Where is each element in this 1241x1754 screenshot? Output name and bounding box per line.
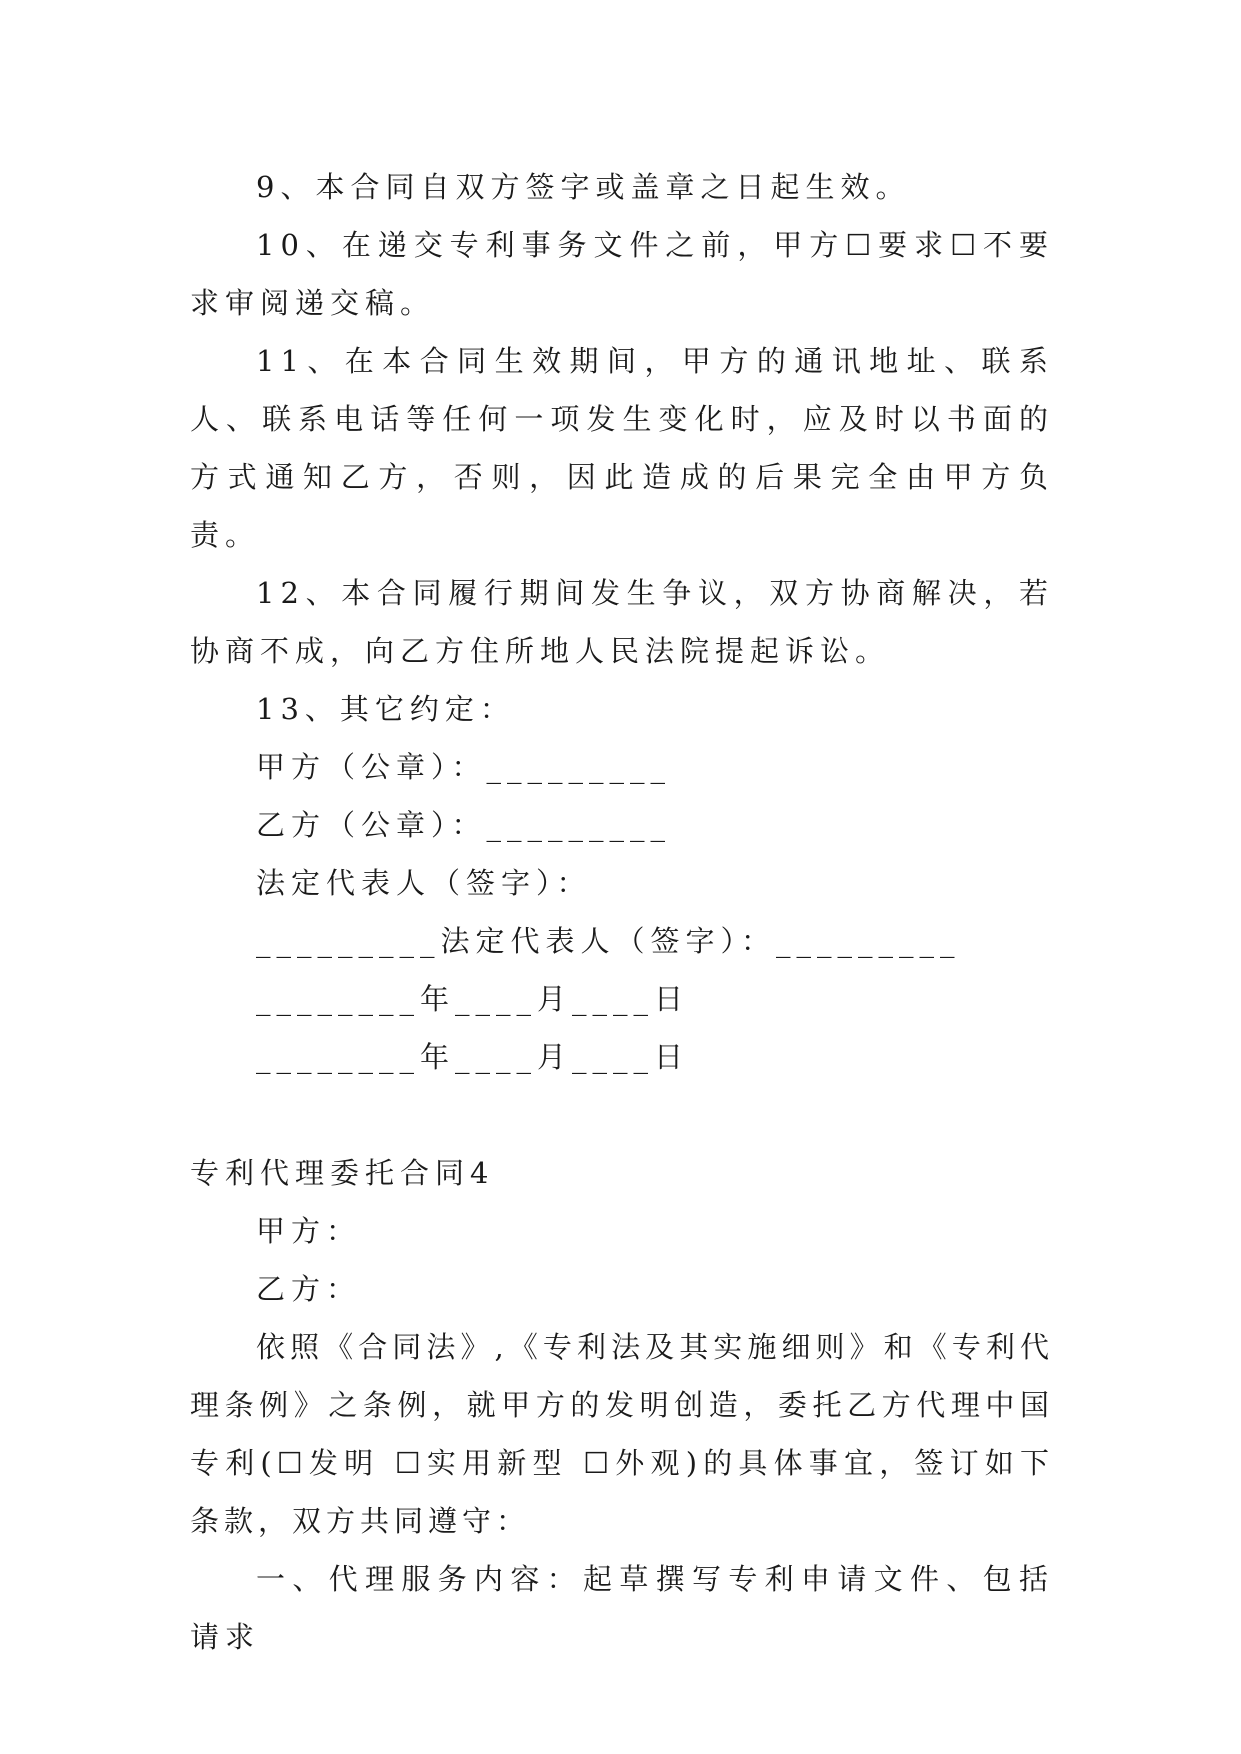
clause-11: 11、在本合同生效期间，甲方的通讯地址、联系人、联系电话等任何一项发生变化时，应及时以书面的方式通知乙方，否则，因此造成的后果完全由甲方负责。 xyxy=(190,344,1054,552)
item-1-service-content: 一、代理服务内容：起草撰写专利申请文件、包括请求 xyxy=(190,1562,1054,1654)
signature-legal-rep-b: _________法定代表人（签字）：_________ xyxy=(256,924,961,958)
clause-13: 13、其它约定： xyxy=(256,692,515,726)
signature-legal-rep-a: 法定代表人（签字）： xyxy=(256,866,592,900)
party-a-label: 甲方： xyxy=(256,1214,362,1248)
clause-9: 9、本合同自双方签字或盖章之日起生效。 xyxy=(256,170,911,204)
signature-party-b-seal: 乙方（公章）：_________ xyxy=(256,808,672,842)
signature-date-a: ________年____月____日 xyxy=(256,982,690,1016)
document-body xyxy=(190,158,1054,1666)
section-gap xyxy=(190,1086,1054,1144)
signature-date-b: ________年____月____日 xyxy=(256,1040,690,1074)
clause-12: 12、本合同履行期间发生争议，双方协商解决，若协商不成，向乙方住所地人民法院提起诉讼。 xyxy=(190,576,1054,668)
signature-party-a-seal: 甲方（公章）：_________ xyxy=(256,750,672,784)
contract-intro: 依照《合同法》,《专利法及其实施细则》和《专利代理条例》之条例，就甲方的发明创造，委托乙方代理中国专利(☐发明 ☐实用新型 ☐外观)的具体事宜，签订如下条款，双方共同遵守： xyxy=(190,1330,1054,1538)
clause-10: 10、在递交专利事务文件之前，甲方☐要求☐不要求审阅递交稿。 xyxy=(190,228,1054,320)
party-b-label: 乙方： xyxy=(256,1272,362,1306)
section-title: 专利代理委托合同4 xyxy=(190,1156,495,1190)
